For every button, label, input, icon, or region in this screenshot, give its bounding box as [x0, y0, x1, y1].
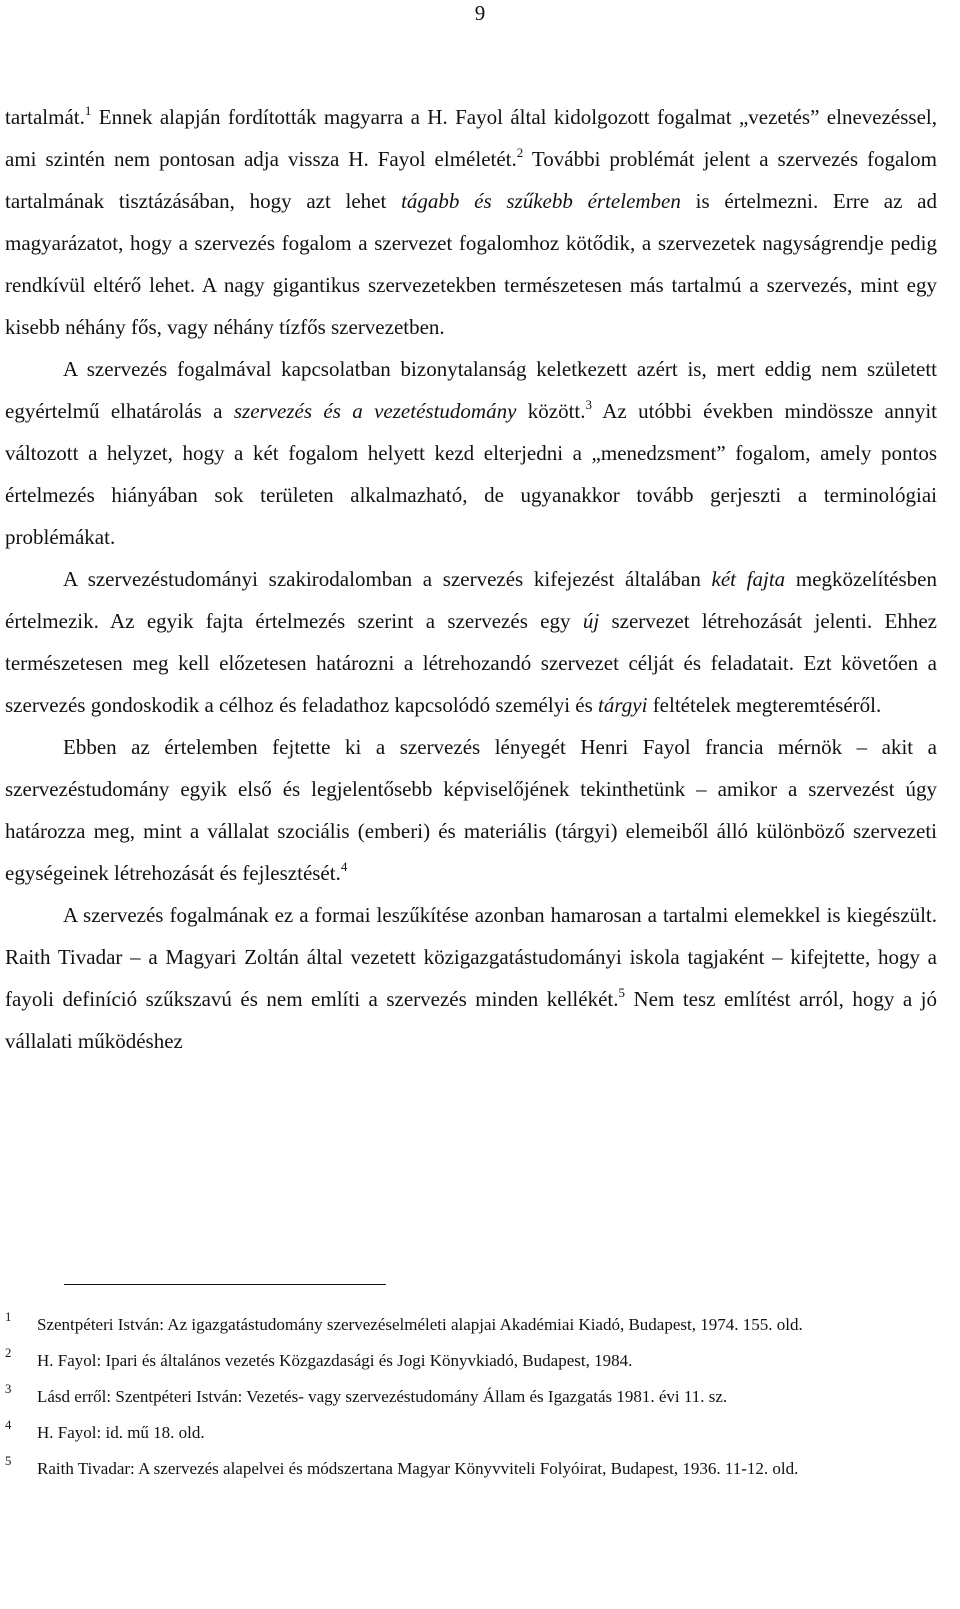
footnote-number: 2: [5, 1346, 12, 1361]
paragraph: [5, 558, 937, 726]
page-number: 9: [474, 1, 486, 25]
paragraph: [5, 894, 937, 1062]
italic-run: szervezés és a vezetéstudomány: [233, 399, 517, 423]
footnote-text: Raith Tivadar: A szervezés alapelvei és módszertana Magyar Könyvviteli Folyóirat, Budapest, 1936. 11-12. old.: [37, 1459, 799, 1478]
text-run: Ennek alapján fordították magyarra a H. Fayol által kidolgozott fogalmat „vezetés” elnevezéssel, ami szintén nem pontosan adja vissza H. Fayol elméletét.: [5, 105, 937, 171]
footnote-4: [5, 1418, 937, 1448]
footnote-5: [5, 1454, 937, 1484]
footnote-text: H. Fayol: Ipari és általános vezetés Közgazdasági és Jogi Könyvkiadó, Budapest, 1984.: [37, 1351, 633, 1370]
footnote-ref: 2: [516, 144, 524, 160]
text-run: is értelmezni. Erre az ad magyarázatot, hogy a szervezés fogalom a szervezet fogalomhoz kötődik, a szervezetek nagyságrendje pedig rendkívül eltérő lehet. A nagy gigantikus szervezetekben természetesen más tartalmú a szervezés, mint egy kisebb néhány fős, vagy néhány tízfős szervezetben.: [5, 189, 937, 339]
paragraph: [5, 726, 937, 894]
text-run: A szervezés fogalmával kapcsolatban bizonytalanság keletkezett azért is, mert eddig nem született egyértelmű elhatárolás a: [5, 357, 937, 423]
text-run: További problémát jelent a szervezés fogalom tartalmának tisztázásában, hogy azt lehet: [5, 147, 937, 213]
footnote-number: 1: [5, 1310, 12, 1325]
footnote-1: [5, 1310, 937, 1340]
footnote-ref: 5: [618, 984, 626, 1000]
footnote-ref: 1: [84, 102, 92, 118]
footnote-ref: 3: [585, 396, 593, 412]
italic-run: tárgyi: [598, 693, 648, 717]
text-run: Nem tesz említést arról, hogy a jó vállalati működéshez: [5, 987, 937, 1053]
footnote-number: 5: [5, 1454, 12, 1469]
italic-run: két fajta: [711, 567, 786, 591]
footnote-3: [5, 1382, 937, 1412]
text-run: megközelítésben értelmezik. Az egyik fajta értelmezés szerint a szervezés egy: [5, 567, 937, 633]
footnote-2: [5, 1346, 937, 1376]
text-run: Ebben az értelemben fejtette ki a szervezés lényegét Henri Fayol francia mérnök – akit a szervezéstudomány egyik első és legjelentősebb képviselőjének tekinthetünk – amikor a szervezést úgy határozza meg, mint a vállalat szociális (emberi) és materiális (tárgyi) elemeiből álló különböző szervezeti egységeinek létrehozását és fejlesztését.: [5, 735, 937, 885]
text-run: A szervezéstudományi szakirodalomban a szervezés kifejezést általában: [63, 567, 712, 591]
footnote-text: Szentpéteri István: Az igazgatástudomány szervezéselméleti alapjai Akadémiai Kiadó, Budapest, 1974. 155. old.: [37, 1315, 803, 1334]
body-text: [5, 96, 937, 1062]
text-run: tartalmát.: [5, 105, 85, 129]
footnotes: [5, 1310, 937, 1490]
text-run: A szervezés fogalmának ez a formai leszűkítése azonban hamarosan a tartalmi elemekkel is kiegészült. Raith Tivadar – a Magyari Zoltán által vezetett közigazgatástudományi iskola tagjaként – kifejtette, hogy a fayoli definíció szűkszavú és nem említi a szervezés minden kellékét.: [5, 903, 937, 1011]
footnote-text: Lásd erről: Szentpéteri István: Vezetés- vagy szervezéstudomány Állam és Igazgatás 1981. évi 11. sz.: [37, 1387, 728, 1406]
text-run: feltételek megteremtéséről.: [647, 693, 882, 717]
footnote-separator: [64, 1284, 386, 1285]
footnote-number: 3: [5, 1382, 12, 1397]
text-run: között.: [516, 399, 586, 423]
footnote-text: H. Fayol: id. mű 18. old.: [37, 1423, 205, 1442]
italic-run: tágabb és szűkebb értelemben: [401, 189, 681, 213]
text-run: szervezet létrehozását jelenti. Ehhez természetesen meg kell előzetesen határozni a létrehozandó szervezet célját és feladatait. Ezt követően a szervezés gondoskodik a célhoz és feladathoz kapcsolódó személyi és: [5, 609, 938, 717]
footnote-number: 4: [5, 1418, 12, 1433]
footnote-ref: 4: [340, 858, 348, 874]
italic-run: új: [582, 609, 600, 633]
paragraph: [5, 96, 937, 348]
paragraph: [5, 348, 937, 558]
text-run: Az utóbbi években mindössze annyit változott a helyzet, hogy a két fogalom helyett kezd elterjedni a „menedzsment” fogalom, amely pontos értelmezés hiányában sok területen alkalmazható, de ugyanakkor tovább gerjeszti a terminológiai problémákat.: [5, 399, 938, 549]
